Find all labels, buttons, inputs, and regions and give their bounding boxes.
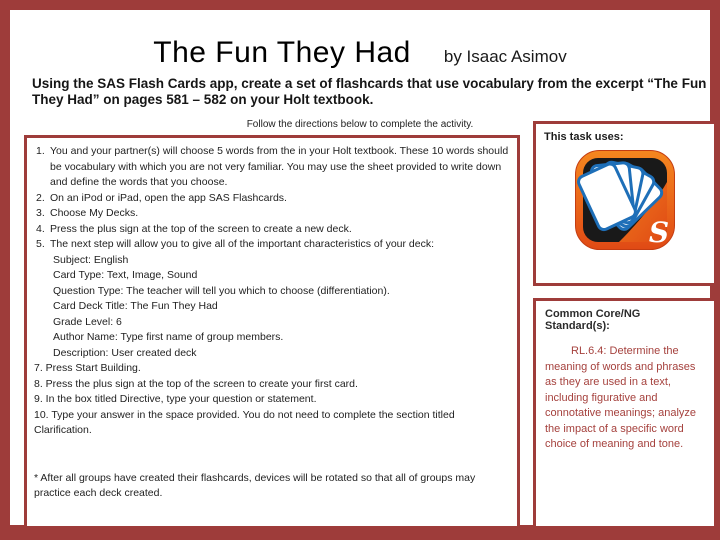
deck-field-grade-level: Grade Level: 6 [53,315,122,328]
deck-field-description: Description: User created deck [53,346,197,359]
step-number: 1. [36,145,45,157]
direction-step-7: 7. Press Start Building. [34,362,141,374]
step-text: Choose My Decks. [50,207,139,219]
step-text: The next step will allow you to give all of the important characteristics of your deck: [50,238,435,250]
directions-box [24,135,520,529]
rotation-note: * After all groups have created their flashcards, devices will be rotated so that all of groups may practice each deck created. [34,471,476,499]
step-text: Press the plus sign at the top of the screen to create a new deck. [50,222,352,235]
step-number: 4. [36,222,45,235]
page-title: The Fun They Had [153,36,411,69]
assignment-summary: Using the SAS Flash Cards app, create a set of flashcards that use vocabulary from the excerpt “The Fun They Had” on pages 581 – 582 on your Holt textbook. [32,76,707,107]
step-number: 2. [36,191,45,204]
author-byline: by Isaac Asimov [443,47,567,66]
standards-text: RL.6.4: Determine the meaning of words and phrases as they are used in a text, including figurative and connotative meanings; analyze the impact of a specific word choice of meaning and tone. [545,345,697,450]
deck-field-question-type: Question Type: The teacher will tell you which to choose (differentiation). [53,284,390,297]
task-uses-panel [533,121,717,286]
direction-step [33,237,509,253]
deck-field-deck-title: Card Deck Title: The Fun They Had [53,300,218,312]
direction-step [33,222,509,238]
step-text: You and your partner(s) will choose 5 words from the in your Holt textbook. These 10 words should be vocabulary with which you are not very familiar. You may use the sheet provided to write down and define the words that you choose. [50,145,509,188]
direction-step [33,206,509,222]
deck-field-author-name: Author Name: Type first name of group members. [53,331,284,343]
task-uses-label: This task uses: [544,131,624,143]
direction-step-8: 8. Press the plus sign at the top of the screen to create your first card. [34,377,358,390]
direction-step-9: 9. In the box titled Directive, type your question or statement. [34,393,317,405]
standards-panel [533,298,717,529]
direction-step [33,191,509,207]
follow-directions-caption: Follow the directions below to complete the activity. [246,119,474,130]
title-row [10,36,710,70]
step-text: On an iPod or iPad, open the app SAS Flashcards. [50,191,287,204]
direction-step-10: 10. Type your answer in the space provided. You do not need to complete the section titled Clarification. [34,408,455,436]
sas-flashcards-app-icon [575,150,675,250]
icon-s-glyph: S [648,216,670,249]
step-number: 5. [36,238,45,250]
step-number: 3. [36,207,45,219]
deck-field-card-type: Card Type: Text, Image, Sound [53,269,198,281]
standards-label: Common Core/NG Standard(s): [545,308,641,332]
deck-field-subject: Subject: English [53,253,129,266]
direction-step [33,144,509,191]
